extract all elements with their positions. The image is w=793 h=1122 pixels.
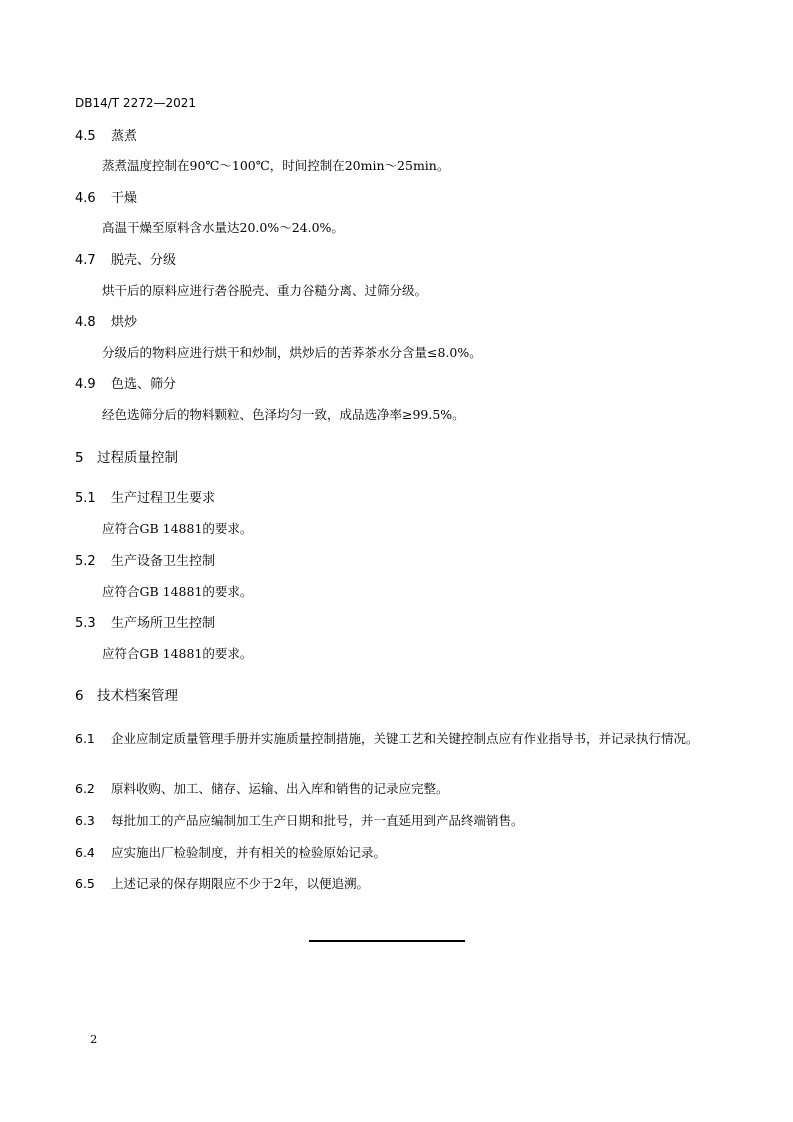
clause-title: 蒸煮 (111, 129, 138, 144)
clause-body-4-5: 蒸煮温度控制在90℃～100℃，时间控制在20min～25min。 (102, 158, 450, 173)
chapter-heading-5 (75, 452, 178, 466)
clause-title: 生产过程卫生要求 (111, 491, 216, 506)
clause-title: 脱壳、分级 (111, 253, 177, 268)
clause-heading-5-1 (75, 492, 215, 505)
clause-number: 6.5 (75, 876, 95, 891)
chapter-heading-6 (75, 690, 178, 704)
clause-number: 4.9 (75, 377, 96, 392)
clause-heading-4-8 (75, 316, 137, 329)
clause-heading-4-5 (75, 130, 137, 143)
clause-title: 生产设备卫生控制 (111, 554, 216, 569)
clause-title: 色选、筛分 (111, 377, 177, 392)
chapter-number: 5 (75, 450, 84, 466)
clause-title: 烘炒 (111, 315, 138, 330)
clause-heading-4-7 (75, 254, 176, 267)
chapter-number: 6 (75, 688, 84, 704)
clause-number: 6.3 (75, 813, 95, 828)
clause-6-4 (75, 847, 386, 860)
clause-body-5-1: 应符合GB 14881的要求。 (102, 521, 253, 536)
end-rule (309, 940, 465, 942)
clause-text: 原料收购、加工、储存、运输、出入库和销售的记录应完整。 (111, 781, 449, 796)
clause-number: 4.8 (75, 315, 96, 330)
clause-text: 企业应制定质量管理手册并实施质量控制措施，关键工艺和关键控制点应有作业指导书，并记录执行情况。 (111, 731, 699, 746)
clause-heading-5-3 (75, 617, 215, 630)
clause-6-5 (75, 878, 369, 891)
clause-body-5-3: 应符合GB 14881的要求。 (102, 646, 253, 661)
clause-number: 4.5 (75, 129, 96, 144)
clause-number: 4.7 (75, 253, 96, 268)
chapter-title: 过程质量控制 (97, 450, 178, 466)
clause-body-4-7: 烘干后的原料应进行砻谷脱壳、重力谷糙分离、过筛分级。 (102, 283, 428, 298)
clause-heading-5-2 (75, 555, 215, 568)
document-code: DB14/T 2272—2021 (75, 96, 197, 110)
clause-body-4-9: 经色选筛分后的物料颗粒、色泽均匀一致，成品选净率≥99.5%。 (102, 407, 465, 422)
clause-6-2 (75, 783, 449, 796)
clause-text: 每批加工的产品应编制加工生产日期和批号，并一直延用到产品终端销售。 (111, 813, 524, 828)
clause-number: 6.4 (75, 845, 95, 860)
clause-body-5-2: 应符合GB 14881的要求。 (102, 584, 253, 599)
clause-6-1 (75, 729, 700, 749)
clause-number: 6.1 (75, 731, 95, 746)
clause-text: 上述记录的保存期限应不少于2年，以便追溯。 (111, 876, 369, 891)
clause-number: 5.3 (75, 616, 96, 631)
clause-title: 干燥 (111, 191, 138, 206)
clause-title: 生产场所卫生控制 (111, 616, 216, 631)
clause-heading-4-6 (75, 192, 137, 205)
clause-text: 应实施出厂检验制度，并有相关的检验原始记录。 (111, 845, 387, 860)
clause-heading-4-9 (75, 378, 176, 391)
clause-body-4-6: 高温干燥至原料含水量达20.0%～24.0%。 (102, 220, 344, 235)
page-number: 2 (90, 1032, 98, 1046)
clause-body-4-8: 分级后的物料应进行烘干和炒制，烘炒后的苦荞茶水分含量≤8.0%。 (102, 345, 482, 360)
clause-6-3 (75, 815, 524, 828)
clause-number: 6.2 (75, 781, 95, 796)
clause-number: 4.6 (75, 191, 96, 206)
clause-number: 5.1 (75, 491, 96, 506)
chapter-title: 技术档案管理 (97, 688, 178, 704)
clause-number: 5.2 (75, 554, 96, 569)
